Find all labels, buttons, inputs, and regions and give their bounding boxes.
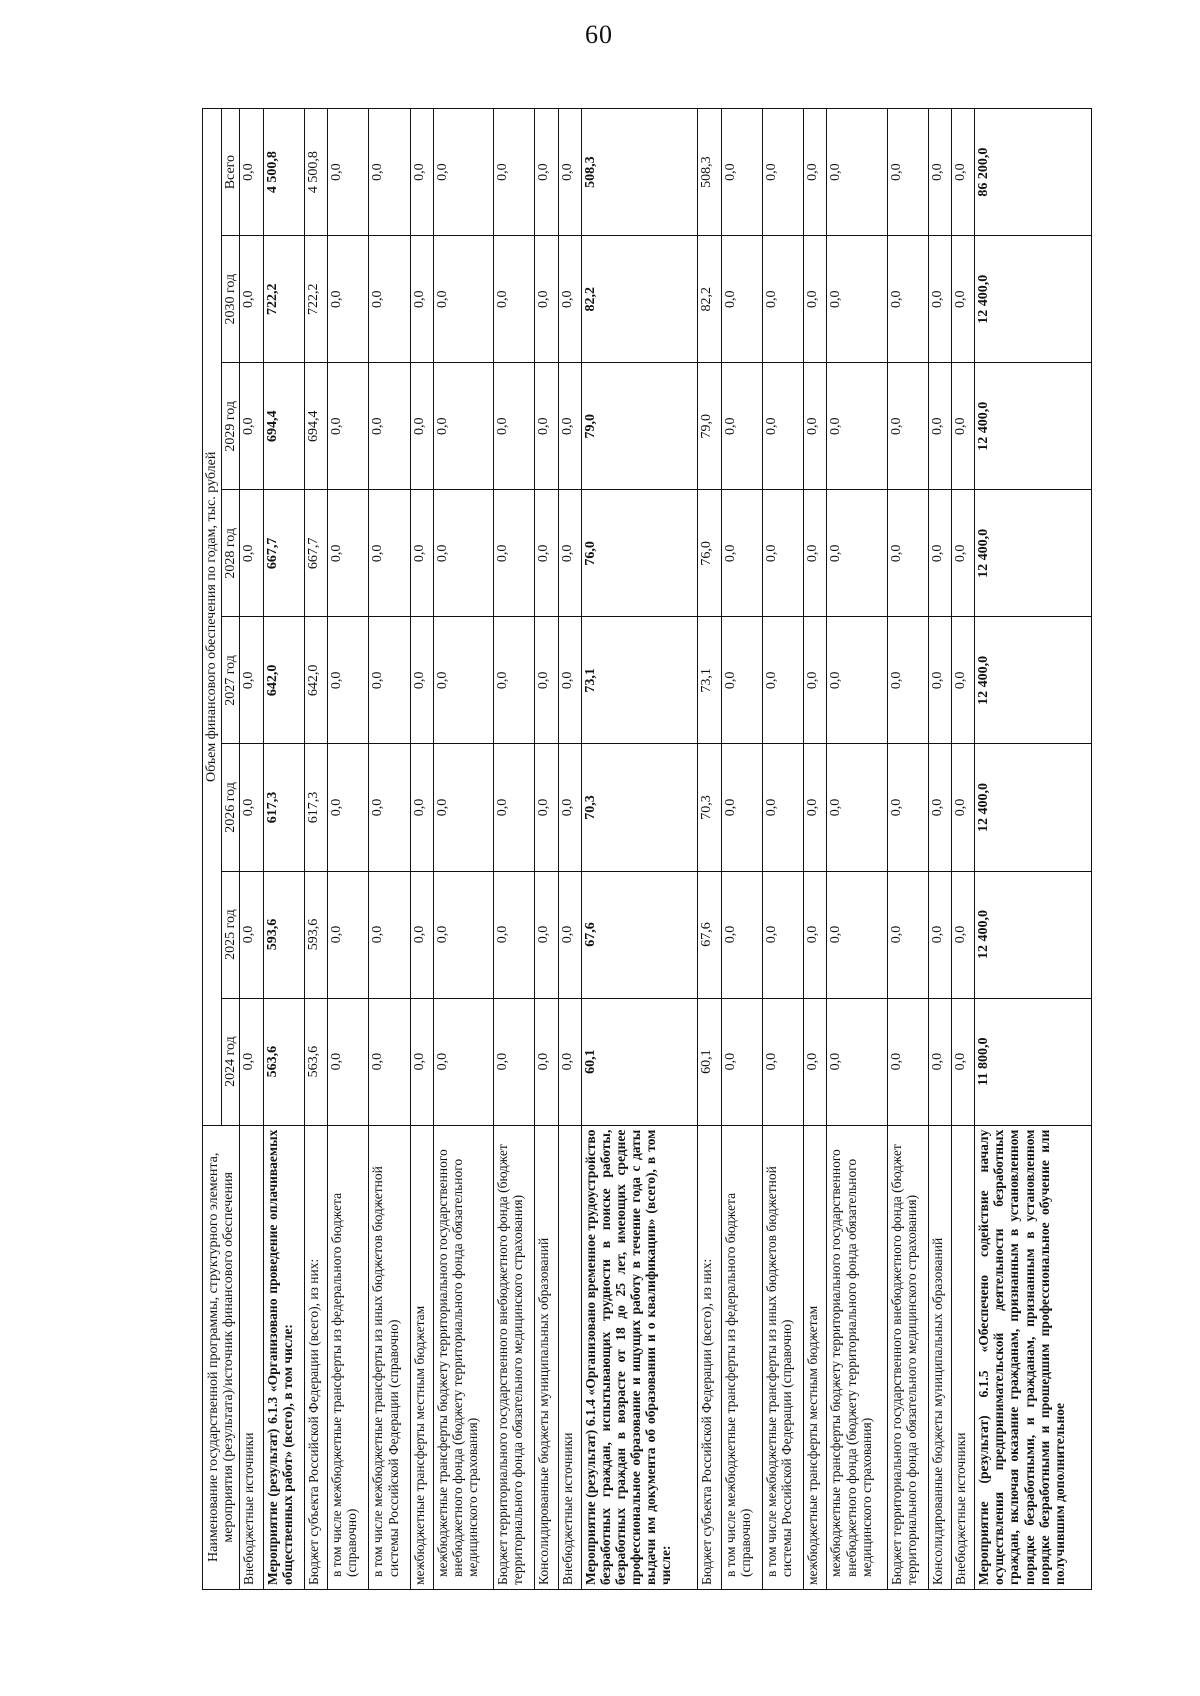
cell-value: 0,0 [762, 236, 803, 363]
cell-value: 0,0 [952, 236, 975, 363]
cell-value: 0,0 [952, 744, 975, 871]
cell-value: 76,0 [581, 490, 698, 617]
table-row [762, 109, 803, 1590]
cell-total: 0,0 [558, 109, 581, 236]
cell-total: 0,0 [721, 109, 762, 236]
cell-value: 0,0 [952, 998, 975, 1125]
cell-total: 508,3 [698, 109, 721, 236]
cell-value: 0,0 [535, 490, 558, 617]
cell-value: 0,0 [410, 490, 433, 617]
table-row [240, 109, 263, 1590]
cell-value: 0,0 [721, 617, 762, 744]
cell-value: 0,0 [535, 744, 558, 871]
cell-value: 0,0 [952, 490, 975, 617]
cell-value: 722,2 [263, 236, 304, 363]
cell-value: 0,0 [240, 363, 263, 490]
header-year: 2025 год [221, 871, 240, 998]
cell-value: 0,0 [558, 236, 581, 363]
row-label: Бюджет территориального государственного внебюджетного фонда (бюджет территориального фонда обязательного медицинского страхования) [887, 1125, 928, 1589]
cell-value: 0,0 [328, 236, 369, 363]
cell-value: 60,1 [581, 998, 698, 1125]
cell-value: 0,0 [433, 363, 493, 490]
cell-value: 0,0 [804, 363, 827, 490]
cell-value: 0,0 [887, 236, 928, 363]
cell-value: 0,0 [558, 998, 581, 1125]
cell-value: 82,2 [581, 236, 698, 363]
row-label: Консолидированные бюджеты муниципальных образований [535, 1125, 558, 1589]
cell-total: 86 200,0 [975, 109, 1092, 236]
row-label: Мероприятие (результат) 6.1.5 «Обеспечено содействие началу осуществления предпринимательской деятельности безработных граждан, включая оказание гражданам, признанным в установленном порядке безработными, и гражданам, признанным в установленном порядке безработными и прошедшим профессиональное обучение или получившим дополнительное [975, 1125, 1092, 1589]
cell-value: 0,0 [928, 871, 951, 998]
cell-value: 0,0 [804, 998, 827, 1125]
cell-total: 4 500,8 [263, 109, 304, 236]
header-name-col: Наименование государственной программы, структурного элемента, мероприятия (результата)/источник финансового обеспечения [203, 1125, 240, 1589]
cell-value: 0,0 [535, 871, 558, 998]
table-row [369, 109, 410, 1590]
row-label: Внебюджетные источники [240, 1125, 263, 1589]
row-label: Бюджет субъекта Российской Федерации (всего), из них: [304, 1125, 327, 1589]
cell-value: 12 400,0 [975, 744, 1092, 871]
cell-value: 0,0 [369, 236, 410, 363]
cell-total: 0,0 [887, 109, 928, 236]
row-label: Мероприятие (результат) 6.1.3 «Организовано проведение оплачиваемых общественных работ» (всего), в том числе: [263, 1125, 304, 1589]
row-label: Внебюджетные источники [558, 1125, 581, 1589]
table-row [433, 109, 493, 1590]
header-year: 2030 год [221, 236, 240, 363]
cell-value: 12 400,0 [975, 490, 1092, 617]
cell-value: 0,0 [535, 363, 558, 490]
row-label: Бюджет субъекта Российской Федерации (всего), из них: [698, 1125, 721, 1589]
cell-value: 0,0 [928, 490, 951, 617]
table-row [952, 109, 975, 1590]
table-row [558, 109, 581, 1590]
cell-value: 0,0 [804, 490, 827, 617]
cell-value: 0,0 [328, 490, 369, 617]
cell-value: 0,0 [952, 363, 975, 490]
cell-value: 0,0 [494, 490, 535, 617]
cell-value: 0,0 [240, 998, 263, 1125]
cell-value: 0,0 [369, 617, 410, 744]
cell-value: 642,0 [263, 617, 304, 744]
cell-value: 0,0 [721, 490, 762, 617]
cell-value: 667,7 [263, 490, 304, 617]
row-label: Внебюджетные источники [952, 1125, 975, 1589]
header-year: 2029 год [221, 363, 240, 490]
rotated-table-container [202, 108, 1092, 1590]
cell-value: 0,0 [494, 363, 535, 490]
cell-value: 0,0 [721, 236, 762, 363]
cell-value: 0,0 [721, 871, 762, 998]
cell-value: 667,7 [304, 490, 327, 617]
cell-value: 67,6 [698, 871, 721, 998]
cell-total: 0,0 [410, 109, 433, 236]
header-total: Всего [221, 109, 240, 236]
cell-value: 0,0 [494, 998, 535, 1125]
table-row [887, 109, 928, 1590]
cell-value: 0,0 [328, 363, 369, 490]
cell-value: 0,0 [804, 871, 827, 998]
cell-value: 0,0 [928, 617, 951, 744]
cell-value: 0,0 [369, 998, 410, 1125]
cell-value: 617,3 [304, 744, 327, 871]
cell-value: 12 400,0 [975, 871, 1092, 998]
cell-value: 0,0 [762, 617, 803, 744]
cell-value: 0,0 [827, 617, 887, 744]
table-row [304, 109, 327, 1590]
cell-value: 0,0 [887, 871, 928, 998]
row-label: Бюджет территориального государственного внебюджетного фонда (бюджет территориального фонда обязательного медицинского страхования) [494, 1125, 535, 1589]
cell-value: 12 400,0 [975, 363, 1092, 490]
cell-value: 593,6 [304, 871, 327, 998]
cell-total: 508,3 [581, 109, 698, 236]
cell-value: 0,0 [952, 617, 975, 744]
cell-value: 0,0 [369, 363, 410, 490]
row-label: межбюджетные трансферты бюджету территориального государственного внебюджетного фонда (бюджету территориального фонда обязательного медицинского страхования) [433, 1125, 493, 1589]
table-row [535, 109, 558, 1590]
cell-value: 0,0 [328, 871, 369, 998]
cell-value: 563,6 [263, 998, 304, 1125]
cell-value: 0,0 [410, 236, 433, 363]
table-row [804, 109, 827, 1590]
cell-total: 0,0 [494, 109, 535, 236]
table-row [975, 109, 1092, 1590]
cell-value: 0,0 [433, 490, 493, 617]
cell-value: 0,0 [558, 617, 581, 744]
cell-total: 0,0 [369, 109, 410, 236]
cell-value: 0,0 [762, 490, 803, 617]
cell-value: 70,3 [698, 744, 721, 871]
cell-value: 60,1 [698, 998, 721, 1125]
cell-total: 0,0 [827, 109, 887, 236]
cell-value: 0,0 [721, 998, 762, 1125]
cell-value: 0,0 [433, 236, 493, 363]
cell-value: 0,0 [827, 236, 887, 363]
row-label: межбюджетные трансферты местным бюджетам [410, 1125, 433, 1589]
cell-value: 0,0 [887, 998, 928, 1125]
cell-value: 0,0 [535, 998, 558, 1125]
cell-value: 0,0 [369, 744, 410, 871]
cell-value: 11 800,0 [975, 998, 1092, 1125]
cell-value: 67,6 [581, 871, 698, 998]
cell-value: 0,0 [410, 744, 433, 871]
cell-value: 0,0 [328, 998, 369, 1125]
cell-value: 0,0 [804, 617, 827, 744]
cell-value: 694,4 [304, 363, 327, 490]
table-row [928, 109, 951, 1590]
cell-value: 0,0 [328, 744, 369, 871]
cell-value: 593,6 [263, 871, 304, 998]
cell-value: 0,0 [887, 617, 928, 744]
cell-value: 0,0 [827, 363, 887, 490]
cell-value: 0,0 [240, 617, 263, 744]
table-row [328, 109, 369, 1590]
page-number: 60 [585, 20, 613, 49]
cell-total: 0,0 [328, 109, 369, 236]
cell-value: 694,4 [263, 363, 304, 490]
cell-value: 79,0 [698, 363, 721, 490]
row-label: в том числе межбюджетные трансферты из федерального бюджета (справочно) [328, 1125, 369, 1589]
header-year: 2024 год [221, 998, 240, 1125]
cell-value: 0,0 [928, 998, 951, 1125]
cell-value: 0,0 [928, 363, 951, 490]
cell-total: 0,0 [535, 109, 558, 236]
cell-value: 722,2 [304, 236, 327, 363]
cell-value: 73,1 [581, 617, 698, 744]
table-row [827, 109, 887, 1590]
cell-value: 0,0 [952, 871, 975, 998]
row-label: Консолидированные бюджеты муниципальных образований [928, 1125, 951, 1589]
cell-value: 0,0 [762, 871, 803, 998]
cell-value: 0,0 [827, 744, 887, 871]
cell-value: 0,0 [827, 998, 887, 1125]
cell-value: 0,0 [410, 617, 433, 744]
cell-value: 0,0 [410, 998, 433, 1125]
table-row [263, 109, 304, 1590]
row-label: Мероприятие (результат) 6.1.4 «Организовано временное трудоустройство безработных граждан, испытывающих трудности в поиске работы, безработных граждан в возрасте от 18 до 25 лет, имеющих среднее профессиональное образование и ищущих работу в течение года с даты выдачи им документа об образовании и о квалификации» (всего), в том числе: [581, 1125, 698, 1589]
cell-value: 617,3 [263, 744, 304, 871]
header-year: 2028 год [221, 490, 240, 617]
row-label: в том числе межбюджетные трансферты из иных бюджетов бюджетной системы Российской Федерации (справочно) [369, 1125, 410, 1589]
cell-value: 0,0 [887, 490, 928, 617]
cell-total: 0,0 [433, 109, 493, 236]
table-row [581, 109, 698, 1590]
table-row [410, 109, 433, 1590]
cell-value: 0,0 [240, 236, 263, 363]
table-row [721, 109, 762, 1590]
cell-value: 0,0 [928, 744, 951, 871]
cell-value: 0,0 [240, 871, 263, 998]
cell-value: 0,0 [369, 871, 410, 998]
row-label: межбюджетные трансферты бюджету территориального государственного внебюджетного фонда (бюджету территориального фонда обязательного медицинского страхования) [827, 1125, 887, 1589]
table-row [494, 109, 535, 1590]
cell-value: 0,0 [494, 871, 535, 998]
cell-value: 0,0 [558, 363, 581, 490]
cell-value: 70,3 [581, 744, 698, 871]
cell-value: 642,0 [304, 617, 327, 744]
cell-value: 0,0 [410, 363, 433, 490]
cell-value: 0,0 [410, 871, 433, 998]
row-label: в том числе межбюджетные трансферты из федерального бюджета (справочно) [721, 1125, 762, 1589]
cell-total: 0,0 [804, 109, 827, 236]
cell-value: 0,0 [494, 236, 535, 363]
cell-total: 0,0 [240, 109, 263, 236]
cell-value: 73,1 [698, 617, 721, 744]
header-group: Объем финансового обеспечения по годам, тыс. рублей [203, 109, 222, 1126]
cell-value: 12 400,0 [975, 617, 1092, 744]
cell-value: 0,0 [433, 998, 493, 1125]
cell-value: 82,2 [698, 236, 721, 363]
cell-value: 0,0 [558, 871, 581, 998]
cell-total: 0,0 [952, 109, 975, 236]
cell-value: 0,0 [827, 871, 887, 998]
cell-value: 0,0 [433, 871, 493, 998]
header-row-1 [203, 109, 222, 1590]
cell-value: 0,0 [240, 490, 263, 617]
cell-value: 0,0 [494, 744, 535, 871]
cell-value: 0,0 [494, 617, 535, 744]
cell-value: 0,0 [887, 744, 928, 871]
cell-value: 563,6 [304, 998, 327, 1125]
cell-total: 0,0 [762, 109, 803, 236]
cell-total: 0,0 [928, 109, 951, 236]
cell-value: 0,0 [535, 236, 558, 363]
cell-value: 0,0 [535, 617, 558, 744]
cell-value: 0,0 [240, 744, 263, 871]
cell-value: 0,0 [433, 617, 493, 744]
cell-value: 0,0 [827, 490, 887, 617]
row-label: в том числе межбюджетные трансферты из иных бюджетов бюджетной системы Российской Федерации (справочно) [762, 1125, 803, 1589]
cell-value: 0,0 [762, 363, 803, 490]
cell-total: 4 500,8 [304, 109, 327, 236]
cell-value: 0,0 [804, 236, 827, 363]
cell-value: 0,0 [762, 998, 803, 1125]
cell-value: 12 400,0 [975, 236, 1092, 363]
cell-value: 0,0 [369, 490, 410, 617]
cell-value: 0,0 [433, 744, 493, 871]
cell-value: 0,0 [804, 744, 827, 871]
cell-value: 0,0 [762, 744, 803, 871]
row-label: межбюджетные трансферты местным бюджетам [804, 1125, 827, 1589]
cell-value: 0,0 [721, 363, 762, 490]
budget-table [202, 108, 1092, 1590]
cell-value: 0,0 [928, 236, 951, 363]
cell-value: 79,0 [581, 363, 698, 490]
cell-value: 0,0 [558, 744, 581, 871]
cell-value: 0,0 [558, 490, 581, 617]
cell-value: 0,0 [887, 363, 928, 490]
table-body [240, 109, 1092, 1590]
header-year: 2027 год [221, 617, 240, 744]
cell-value: 0,0 [721, 744, 762, 871]
header-year: 2026 год [221, 744, 240, 871]
cell-value: 0,0 [328, 617, 369, 744]
cell-value: 76,0 [698, 490, 721, 617]
table-row [698, 109, 721, 1590]
